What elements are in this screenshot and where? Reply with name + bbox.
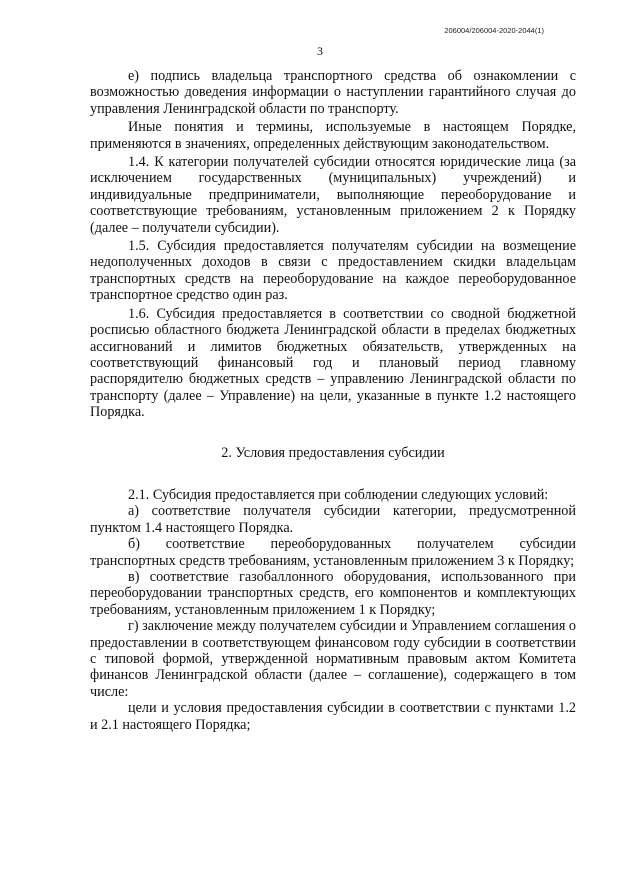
page-number: 3	[317, 44, 323, 58]
section-heading: 2. Условия предоставления субсидии	[221, 444, 445, 461]
paragraph-1e-signature: е) подпись владельца транспортного средства об ознакомлении с возможностью доведения информации о наступлении гарантийного случая до управления Ленинградской области по транспорту.	[90, 68, 576, 117]
paragraph-2-1: 2.1. Субсидия предоставляется при соблюдении следующих условий:	[128, 486, 549, 503]
paragraph-2-1-a: а) соответствие получателя субсидии категории, предусмотренной пунктом 1.4 настоящего Порядка.	[90, 503, 576, 536]
paragraph-2-1-v: в) соответствие газобаллонного оборудования, использованного при переоборудовании транспортных средств, его компонентов и комплектующих требованиям, установленным приложением 1 к Порядку;	[90, 568, 576, 618]
paragraph-2-1-b: б) соответствие переоборудованных получателем субсидии транспортных средств требованиям, установленным приложением 3 к Порядку;	[90, 536, 576, 569]
paragraph-goals: цели и условия предоставления субсидии в соответствии с пунктами 1.2 и 2.1 настоящего Порядка;	[90, 700, 576, 733]
paragraph-terms: Иные понятия и термины, используемые в настоящем Порядке, применяются в значениях, определенных действующим законодательством.	[90, 119, 576, 152]
document-id: 206004/206004-2020-2044(1)	[444, 26, 544, 35]
paragraph-1-4: 1.4. К категории получателей субсидии относятся юридические лица (за исключением государственных (муниципальных) учреждений) и индивидуальные предприниматели, выполняющие переоборудование и соответствующие требованиям, установленным приложением 2 к Порядку (далее – получатели субсидии).	[90, 154, 576, 236]
document-body	[90, 68, 576, 733]
paragraph-1-5: 1.5. Субсидия предоставляется получателям субсидии на возмещение недополученных доходов в связи с предоставлением скидки владельцам транспортных средств на переоборудование на каждое переоборудованное транспортное средство один раз.	[90, 238, 576, 304]
paragraph-1-6: 1.6. Субсидия предоставляется в соответствии со сводной бюджетной росписью областного бюджета Ленинградской области в пределах бюджетных ассигнований и лимитов бюджетных обязательств, утвержденных на соответствующий финансовый год и плановый период главному распорядителю бюджетных средств – управлению Ленинградской области по транспорту (далее – Управление) на цели, указанные в пункте 1.2 настоящего Порядка.	[90, 305, 576, 421]
paragraph-2-1-g: г) заключение между получателем субсидии и Управлением соглашения о предоставлении в соответствующем финансовом году субсидии в соответствии с типовой формой, утвержденной нормативным правовым актом Комитета финансов Ленинградской области (далее – соглашение), содержащего в том числе:	[90, 618, 576, 700]
